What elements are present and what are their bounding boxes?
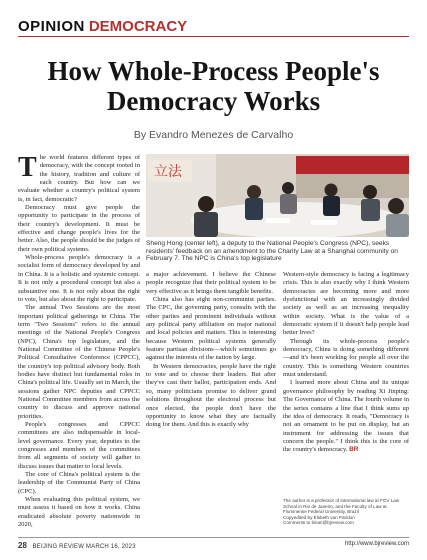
author-bio: The author is a professor of international law at FGV Law School in Rio de Janeiro, and the Faculty of Law at Fluminense Federal University, Brazil bbox=[283, 498, 400, 515]
title-line-1: How Whole-Process People's bbox=[47, 56, 380, 86]
comments-email: Comments to liman@bjreview.com bbox=[283, 520, 354, 526]
paragraph: Through its whole-process people's democracy, China is doing something different—and it's been working for people all over the country. This is something Western countries must understand. bbox=[283, 337, 409, 379]
column-2 bbox=[146, 271, 276, 430]
section-label: OPINION bbox=[18, 18, 85, 35]
paragraph: Western-style democracy is facing a legitimacy crisis. This is also exactly why I think Western democracies are becoming more and more dysfunctional with an increasingly divided society as well as an increasing inequality within society. What is the value of a democratic system if it doesn't help people lead better lives? bbox=[283, 271, 409, 337]
byline: By Evandro Menezes de Carvalho bbox=[133, 129, 294, 141]
paragraph: In Western democracies, people have the right to vote and to choose their leaders. But after they've cast their ballot, participation ends. And so, many politicians promise to deliver grand solutions throughout the electoral process but once elected, the people don't have the opportunity to know what they are factually doing for them. And this is exactly why bbox=[146, 362, 276, 429]
paragraph: Democracy must give people the opportunity to participate in the process of their country's development. It must be effective and change people's lives for the better. Also, the people should be the judges of their own political systems. bbox=[18, 204, 140, 253]
column-1 bbox=[18, 154, 140, 529]
section-header bbox=[18, 18, 409, 36]
paragraph: People's congresses and CPPCC committees are also indispensable in local-level governance. Every year, deputies to the congresses and members of the committees from all segments of society will gather to discuss issues that matter to local levels. bbox=[18, 421, 140, 470]
header-rule bbox=[18, 36, 409, 37]
end-mark: BR bbox=[349, 446, 359, 454]
meeting-photo-illustration bbox=[146, 154, 409, 237]
paragraph: The annual Two Sessions are the most important political gatherings in China. The term "Two Sessions" refers to the annual meetings of the National People's Congress (NPC), China's top legislature, and the National Committee of the Chinese People's Political Consultative Conference (CPPCC), the country's top political advisory body. Both bodies have distinct but fundamental roles in China's political life. Usually set in March, the sessions gather NPC deputies and CPPCC National Committee members from across the country to discuss and approve national priorities. bbox=[18, 304, 140, 420]
drop-cap: T bbox=[18, 152, 37, 183]
paragraph: Whole-process people's democracy is a socialist form of democracy developed by and in China. It is a holistic and systemic concept. It is not only a procedural concept but also a substantive one. It is not only about the right to vote, but also about the right to participate. bbox=[18, 254, 140, 303]
page-number: 28 bbox=[18, 541, 27, 550]
copyeditor-credit: Copyedited by Elsbeth van Paridon bbox=[283, 514, 355, 520]
paragraph: a major achievement. I believe the Chinese people recognize that their political system to be very effective as it brings them tangible benefits. bbox=[146, 271, 276, 295]
author-footnote bbox=[283, 498, 409, 526]
article-photo bbox=[146, 154, 409, 237]
column-3 bbox=[283, 271, 409, 455]
title-line-2: Democracy Works bbox=[106, 86, 321, 116]
paragraph: I learned more about China and its unique governance philosophy by reading Xi Jinping: The Governance of China. The fourth volume in the series contains a line that I think sums up the idea of democracy. It reads, "Democracy is not an ornament to be put on display, but an instrument for addressing the issues that concern the people." I think this is the core of the country's democracy. BR bbox=[283, 379, 409, 454]
footer-rule bbox=[18, 537, 409, 538]
website-link[interactable]: http://www.bjreview.com bbox=[344, 541, 409, 547]
paragraph: The world features different types of democracy, with the concept rooted in the history, tradition and culture of each country. But how can we evaluate whether a country's political system is, in fact, democratic? bbox=[18, 152, 140, 203]
paragraph: When evaluating this political system, we must assess it based on how it works. China eradicated absolute poverty nationwide in 2020, bbox=[18, 496, 140, 529]
page-footer bbox=[18, 541, 409, 550]
article-title bbox=[18, 56, 409, 116]
publication-info: BEIJING REVIEW MARCH 16, 2023 bbox=[32, 544, 136, 550]
paragraph: China also has eight non-communist parties. The CPC, the governing party, consults with the other parties and prominent individuals without any political party affiliation on major national and local policies and matters. This is interesting because Western political systems generally feature partisan divisions—which sometimes go against the interests of the nation by large. bbox=[146, 296, 276, 362]
photo-banner-text: 立法 bbox=[154, 164, 182, 180]
paragraph: The core of China's political system is the leadership of the Communist Party of China (CPC). bbox=[18, 471, 140, 495]
photo-caption: Sheng Hong (center left), a deputy to the National People's Congress (NPC), seeks residents' feedback on an amendment to the Charity Law at a Shanghai community on February 7. The NPC is China's top legislature bbox=[146, 240, 398, 263]
subsection-label: DEMOCRACY bbox=[88, 18, 188, 35]
